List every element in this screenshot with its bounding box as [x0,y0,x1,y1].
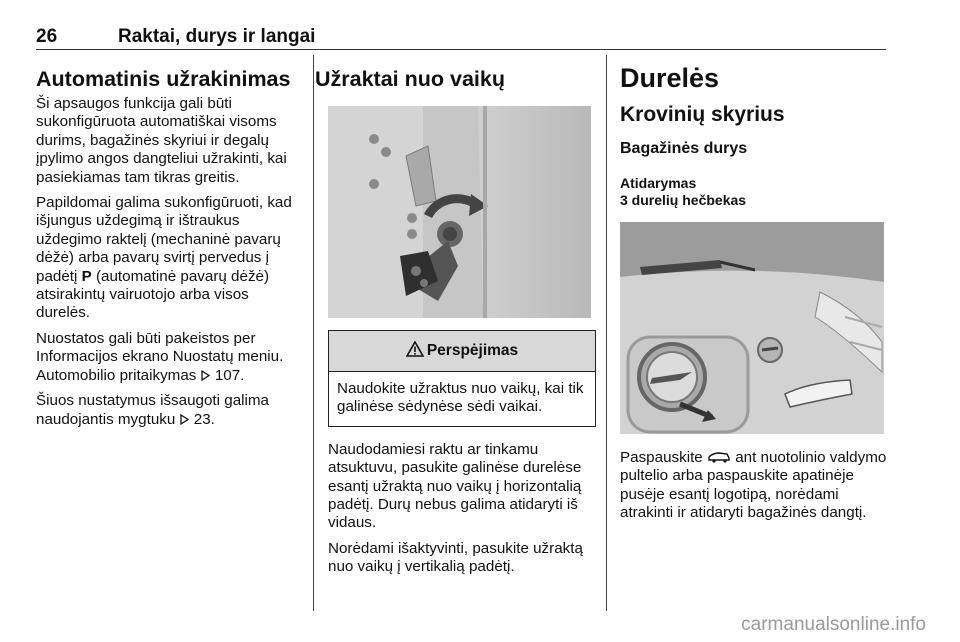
child-lock-illustration [328,106,595,318]
column-divider [606,55,607,611]
paragraph [36,194,306,323]
watermark: carmanualsonline.info [741,614,926,635]
warning-triangle-icon [406,341,427,362]
subsection-heading: Bagažinės durys [620,140,748,157]
paragraph [36,330,306,385]
warning-text: Naudokite užraktus nuo vaikų, kai tik galinėse sėdynėse sėdi vaikai. [337,380,584,416]
paragraph: Ši apsaugos funkcija gali būti sukonfigūruota automatiškai visoms durims, bagažinės skyriui ir degalų įpylimo angos dangteliui užrakinti, kai pasiekiamas tam tikras greitis. [36,95,287,186]
text: ant nuotolinio valdymo pultelio arba paspauskite apatinėje pusėje esantį logotipą, norėdami atrakinti ir atidaryti bagažinės dangtį. [620,449,887,522]
subsection-heading: Atidarymas [620,175,697,191]
paragraph: Naudodamiesi raktu ar tinkamu atsuktuvu, pasukite galinėse durelėse esantį užraktą nuo vaikų į horizontalią padėtį. Durų nebus galima atidaryti iš vidaus. [328,440,582,532]
page-reference-link[interactable]: 107. [214,366,245,384]
paragraph [36,392,306,429]
reference-arrow-icon [180,411,190,428]
text: Papildomai galima sukonfigūruoti, kad išjungus uždegimą ir ištraukus uždegimo raktelį (mechaninė pavarų dėžė) arba pavarų svirtį pervedus į padėtį [36,194,292,285]
paragraph: Norėdami išaktyvinti, pasukite užraktą nuo vaikų į vertikalią padėtį. [328,539,583,576]
chapter-title: Raktai, durys ir langai [118,26,316,47]
header-divider [36,49,886,50]
section-heading: Automatinis užrakinimas [36,67,291,91]
section-heading: Užraktai nuo vaikų [315,67,505,91]
subsection-heading: 3 durelių hečbekas [620,192,747,208]
column-3 [620,62,890,530]
column-1 [36,66,306,436]
text: (automatinė pavarų dėžė) atsirakintų vairuotojo arba visos durelės. [36,267,270,322]
warning-box [328,330,596,427]
tailgate-illustration [620,222,890,434]
text: Nuostatos gali būti pakeistos per Informacijos ekrano Nuostatų meniu. Automobilio pritaikymas [36,329,284,384]
column-2 [315,66,595,584]
section-heading: Durelės [620,63,720,93]
reference-arrow-icon [201,367,211,384]
subsection-heading: Krovinių skyrius [620,103,785,126]
page-number: 26 [36,26,58,47]
page-header [36,26,886,50]
page-reference-link[interactable]: 23. [193,410,215,428]
warning-title: Perspėjimas [426,342,519,359]
warning-header [329,331,595,372]
text: Paspauskite [620,449,707,466]
car-tailgate-icon [707,449,731,466]
gear-position: P [81,267,92,285]
text: Šiuos nustatymus išsaugoti galima naudojantis mygtuku [36,392,269,428]
paragraph [620,449,890,523]
column-divider [313,55,314,611]
